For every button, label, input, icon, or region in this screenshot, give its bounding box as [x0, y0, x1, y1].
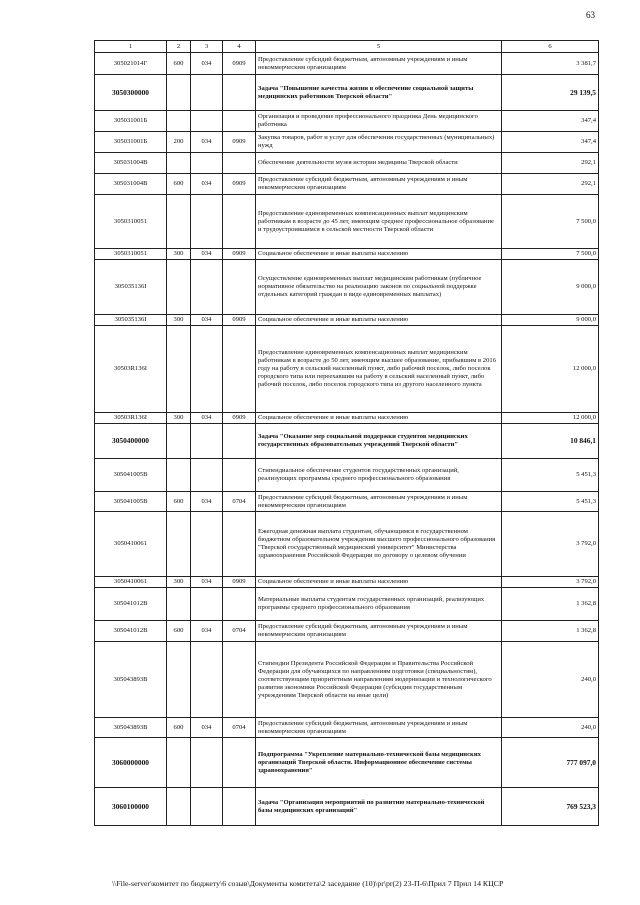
cell-description: Социальное обеспечение и иные выплаты населению [256, 577, 502, 588]
cell-col4: 0909 [223, 315, 256, 326]
cell-col4: 0909 [223, 174, 256, 195]
cell-amount: 777 097,0 [502, 738, 599, 788]
cell-amount: 10 846,1 [502, 424, 599, 459]
cell-code: 305021014Г [95, 53, 167, 75]
cell-amount: 292,1 [502, 153, 599, 174]
cell-code: 305035136I [95, 260, 167, 315]
cell-amount: 240,0 [502, 642, 599, 718]
cell-code: 3050410061 [95, 512, 167, 577]
cell-description: Стипендиальное обеспечение студентов государственных организаций, реализующих программы среднего профессионального образования [256, 459, 502, 492]
cell-col2: 600 [167, 718, 191, 738]
budget-table [94, 40, 599, 826]
table-row [95, 588, 599, 621]
cell-description: Закупка товаров, работ и услуг для обеспечения государственных (муниципальных) нужд [256, 132, 502, 153]
cell-col3 [191, 195, 223, 249]
table-row [95, 492, 599, 512]
cell-col2 [167, 788, 191, 826]
cell-amount: 347,4 [502, 111, 599, 132]
table-row [95, 424, 599, 459]
cell-description: Обеспечение деятельности музея истории медицины Тверской области [256, 153, 502, 174]
cell-col2 [167, 642, 191, 718]
cell-col4: 0909 [223, 577, 256, 588]
table-row [95, 75, 599, 111]
cell-col2: 300 [167, 249, 191, 260]
cell-amount: 292,1 [502, 174, 599, 195]
table-row [95, 315, 599, 326]
cell-amount: 9 000,0 [502, 315, 599, 326]
cell-col3 [191, 512, 223, 577]
column-header: 5 [256, 41, 502, 53]
cell-description: Задача "Оказание мер социальной поддержки студентов медицинских государственных образовательных учреждений Тверской области" [256, 424, 502, 459]
cell-code: 3050300000 [95, 75, 167, 111]
cell-col2 [167, 111, 191, 132]
cell-code: 3060000000 [95, 738, 167, 788]
cell-amount: 240,0 [502, 718, 599, 738]
table-row [95, 260, 599, 315]
cell-col3 [191, 642, 223, 718]
table-row [95, 132, 599, 153]
cell-code: 305031001Б [95, 132, 167, 153]
table-body [95, 53, 599, 826]
cell-code: 3050310051 [95, 249, 167, 260]
cell-col4 [223, 260, 256, 315]
cell-code: 305031004В [95, 174, 167, 195]
cell-description: Организация и проведение профессионального праздника День медицинского работника [256, 111, 502, 132]
cell-amount: 12 000,0 [502, 413, 599, 424]
cell-code: 305041005В [95, 459, 167, 492]
cell-col2: 300 [167, 413, 191, 424]
cell-col2 [167, 153, 191, 174]
cell-col4 [223, 111, 256, 132]
cell-col3 [191, 260, 223, 315]
table-row [95, 195, 599, 249]
cell-description: Социальное обеспечение и иные выплаты населению [256, 249, 502, 260]
cell-col3 [191, 326, 223, 413]
table-row [95, 788, 599, 826]
cell-code: 305043893В [95, 718, 167, 738]
table-row [95, 718, 599, 738]
cell-code: 305035136I [95, 315, 167, 326]
cell-description: Ежегодная денежная выплата студентам, обучающимся в государственном бюджетном образовательном учреждении высшего профессионального образования "Тверской государственный медицинский университет" Министерства здравоохранения Российской Федерации по договору о целевом обучении [256, 512, 502, 577]
cell-col4: 0909 [223, 413, 256, 424]
cell-col3: 034 [191, 53, 223, 75]
cell-code: 30503R136I [95, 413, 167, 424]
cell-col3: 034 [191, 718, 223, 738]
cell-col3: 034 [191, 315, 223, 326]
cell-col2 [167, 424, 191, 459]
cell-col4 [223, 195, 256, 249]
cell-code: 30503R136I [95, 326, 167, 413]
cell-col3 [191, 788, 223, 826]
cell-col4: 0704 [223, 492, 256, 512]
cell-code: 305041012В [95, 588, 167, 621]
cell-description: Задача "Повышение качества жизни в обеспечение социальной защиты медицинских работников Тверской области" [256, 75, 502, 111]
column-header: 1 [95, 41, 167, 53]
cell-amount: 3 792,0 [502, 577, 599, 588]
table-row [95, 174, 599, 195]
cell-col3 [191, 738, 223, 788]
cell-amount: 12 000,0 [502, 326, 599, 413]
cell-col4: 0909 [223, 132, 256, 153]
cell-col2 [167, 459, 191, 492]
cell-amount: 29 139,5 [502, 75, 599, 111]
table-row [95, 111, 599, 132]
cell-description: Социальное обеспечение и иные выплаты населению [256, 315, 502, 326]
cell-col4 [223, 588, 256, 621]
cell-amount: 9 000,0 [502, 260, 599, 315]
cell-col3 [191, 424, 223, 459]
cell-amount: 3 792,0 [502, 512, 599, 577]
table-row [95, 249, 599, 260]
table-row [95, 53, 599, 75]
cell-code: 3060100000 [95, 788, 167, 826]
table-header-row [95, 41, 599, 53]
cell-col4 [223, 424, 256, 459]
cell-col4 [223, 642, 256, 718]
cell-amount: 769 523,3 [502, 788, 599, 826]
cell-col2: 300 [167, 577, 191, 588]
cell-col4 [223, 788, 256, 826]
table-row [95, 738, 599, 788]
cell-amount: 3 381,7 [502, 53, 599, 75]
cell-amount: 347,4 [502, 132, 599, 153]
cell-amount: 1 362,8 [502, 621, 599, 642]
cell-col3: 034 [191, 413, 223, 424]
table-row [95, 512, 599, 577]
cell-description: Предоставление субсидий бюджетным, автономным учреждениям и иным некоммерческим организациям [256, 621, 502, 642]
column-header: 3 [191, 41, 223, 53]
cell-code: 305043893В [95, 642, 167, 718]
column-header: 4 [223, 41, 256, 53]
table-row [95, 153, 599, 174]
cell-code: 3050400000 [95, 424, 167, 459]
cell-code: 3050310051 [95, 195, 167, 249]
cell-description: Стипендии Президента Российской Федерации и Правительства Российской Федерации для обучающихся по направлениям подготовки (специальностям), соответствующим приоритетным направлениям модернизации и технологического развития экономики Российской Федерации (субсидии государственным учреждениям Тверской области на иные цели) [256, 642, 502, 718]
cell-col2 [167, 260, 191, 315]
cell-col4: 0909 [223, 249, 256, 260]
cell-description: Подпрограмма "Укрепление материально-технической базы медицинских организаций Тверской области. Информационное обеспечение системы здравоохранения" [256, 738, 502, 788]
cell-description: Предоставление субсидий бюджетным, автономным учреждениям и иным некоммерческим организациям [256, 174, 502, 195]
table-row [95, 413, 599, 424]
cell-amount: 5 451,3 [502, 492, 599, 512]
cell-col3 [191, 459, 223, 492]
cell-code: 305031004В [95, 153, 167, 174]
cell-col3: 034 [191, 132, 223, 153]
table-row [95, 577, 599, 588]
cell-col2: 300 [167, 315, 191, 326]
cell-col4 [223, 459, 256, 492]
cell-col4 [223, 512, 256, 577]
cell-amount: 1 362,8 [502, 588, 599, 621]
cell-code: 305041005В [95, 492, 167, 512]
cell-col2: 600 [167, 492, 191, 512]
cell-col3: 034 [191, 621, 223, 642]
cell-description: Предоставление субсидий бюджетным, автономным учреждениям и иным некоммерческим организациям [256, 53, 502, 75]
cell-col4 [223, 75, 256, 111]
cell-col4 [223, 153, 256, 174]
table-row [95, 459, 599, 492]
cell-col4: 0704 [223, 621, 256, 642]
cell-col3 [191, 588, 223, 621]
cell-description: Социальное обеспечение и иные выплаты населению [256, 413, 502, 424]
cell-col2: 200 [167, 132, 191, 153]
column-header: 2 [167, 41, 191, 53]
cell-col3 [191, 111, 223, 132]
cell-col4 [223, 738, 256, 788]
cell-col2 [167, 75, 191, 111]
page-number: 63 [586, 10, 595, 20]
cell-col3: 034 [191, 492, 223, 512]
cell-code: 305031001Б [95, 111, 167, 132]
cell-col2: 600 [167, 174, 191, 195]
cell-col2 [167, 195, 191, 249]
cell-description: Задача "Организация мероприятий по развитию материально-технической базы медицинских организаций" [256, 788, 502, 826]
cell-col3 [191, 75, 223, 111]
cell-amount: 5 451,3 [502, 459, 599, 492]
cell-col2: 600 [167, 53, 191, 75]
cell-amount: 7 500,0 [502, 249, 599, 260]
cell-col3: 034 [191, 577, 223, 588]
cell-description: Предоставление субсидий бюджетным, автономным учреждениям и иным некоммерческим организациям [256, 718, 502, 738]
cell-col3: 034 [191, 174, 223, 195]
cell-col3: 034 [191, 249, 223, 260]
column-header: 6 [502, 41, 599, 53]
cell-description: Материальные выплаты студентам государственных организаций, реализующих программы среднего профессионального образования [256, 588, 502, 621]
cell-col2 [167, 738, 191, 788]
cell-description: Предоставление субсидий бюджетным, автономным учреждениям и иным некоммерческим организациям [256, 492, 502, 512]
file-path-footer: \\File-server\комитет по бюджету\6 созыв\Документы комитета\2 заседание (10)\pr\pr(2) 23-П-6\Прил 7 Прил 14 КЦСР [112, 879, 504, 888]
table-row [95, 326, 599, 413]
cell-amount: 7 500,0 [502, 195, 599, 249]
cell-col3 [191, 153, 223, 174]
table-row [95, 621, 599, 642]
cell-description: Предоставление единовременных компенсационных выплат медицинским работникам в возрасте до 45 лет, имеющим среднее профессиональное образование и трудоустроившимся в сельской местности Тверской области [256, 195, 502, 249]
cell-description: Предоставление единовременных компенсационных выплат медицинским работникам в возрасте до 50 лет, имеющим высшее образование, прибывшим в 2016 году на работу в сельский населенный пункт, либо рабочий поселок, либо поселок городского типа или переехавшим на работу в сельский населенный пункт, либо рабочий поселок, либо поселок городского типа из другого населенного пункта [256, 326, 502, 413]
cell-col4 [223, 326, 256, 413]
cell-description: Осуществление единовременных выплат медицинским работникам (публичное нормативное обязательство на реализацию законов по социальной поддержке отдельных категорий граждан в виде единовременных выплатах) [256, 260, 502, 315]
table-row [95, 642, 599, 718]
cell-col4: 0909 [223, 53, 256, 75]
cell-code: 3050410061 [95, 577, 167, 588]
cell-col2 [167, 588, 191, 621]
cell-col4: 0704 [223, 718, 256, 738]
cell-col2: 600 [167, 621, 191, 642]
cell-col2 [167, 512, 191, 577]
cell-code: 305041012В [95, 621, 167, 642]
cell-col2 [167, 326, 191, 413]
